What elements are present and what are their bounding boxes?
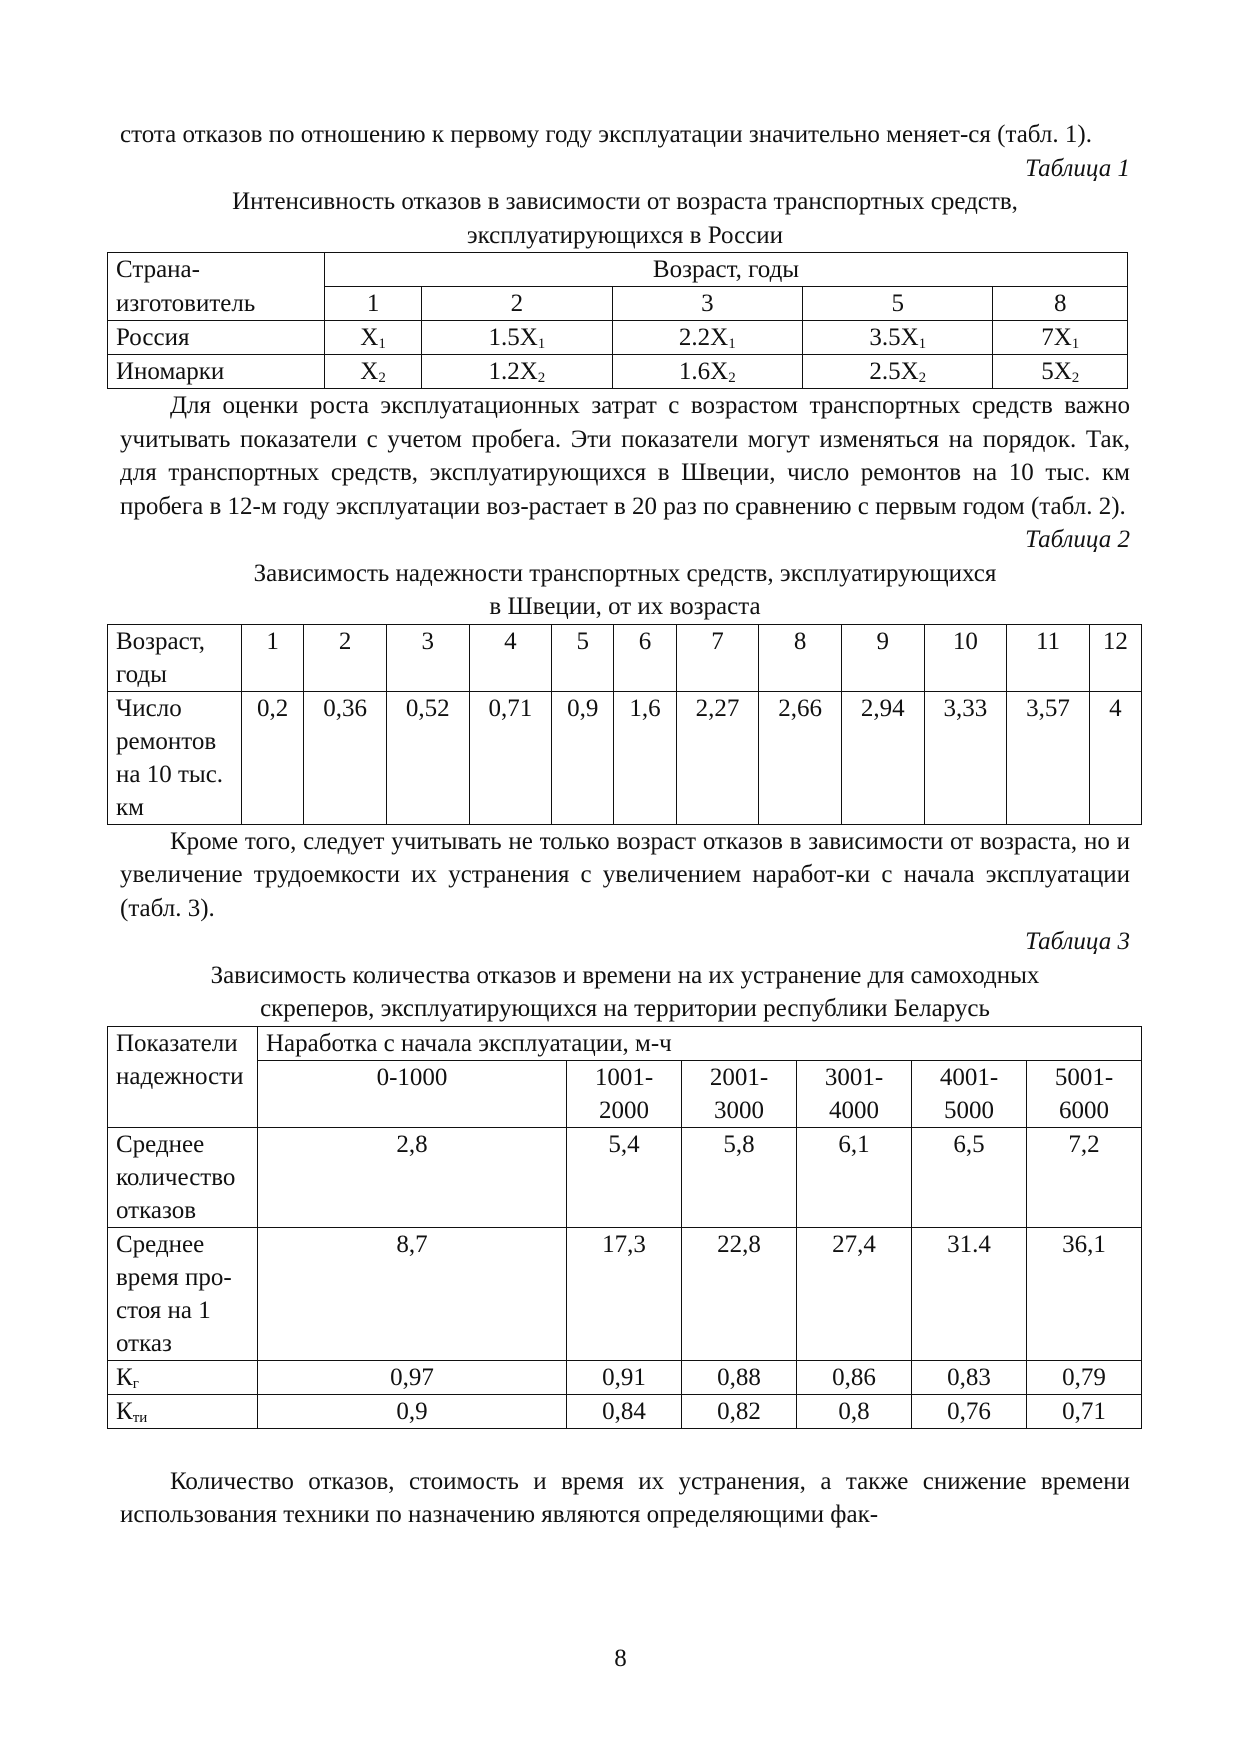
coef: 7: [1041, 324, 1054, 351]
table2-repairs-cell: 2,27: [676, 691, 759, 824]
coef: 2.2: [678, 324, 711, 351]
table3-value-cell: 0,86: [797, 1360, 912, 1394]
table3-row-label: Среднее количество отказов: [108, 1127, 258, 1227]
var: X: [360, 358, 379, 385]
table1-value-cell: [803, 355, 993, 389]
subscript: 2: [537, 370, 546, 386]
coef: 2.5: [869, 358, 901, 385]
var: X: [1053, 324, 1072, 351]
table3-value-cell: 22,8: [682, 1227, 797, 1360]
table3-caption-line2: скреперов, эксплуатирующихся на территории республики Беларусь: [260, 995, 990, 1022]
table3-value-cell: 0,9: [258, 1394, 567, 1428]
table2-repairs-cell: 2,66: [759, 691, 842, 824]
table2-repairs-cell: 2,94: [841, 691, 924, 824]
table3-value-cell: 6,1: [797, 1127, 912, 1227]
subscript: 1: [918, 336, 927, 352]
paragraph-intro: стота отказов по отношению к первому году эксплуатации значительно меняет-ся (табл. 1).: [120, 121, 1092, 148]
table3-range-cell: 1001-2000: [567, 1060, 682, 1127]
table1-age-cell: 1: [325, 287, 422, 321]
table2-caption-line2: в Швеции, от их возраста: [489, 593, 761, 620]
table2-age-cell: 5: [552, 624, 614, 691]
table1-caption-line1: Интенсивность отказов в зависимости от возраста транспортных средств,: [232, 188, 1018, 215]
table3-value-cell: 0,84: [567, 1394, 682, 1428]
table3-header-indicators: Показатели надежности: [108, 1026, 258, 1127]
table2-repairs-cell: 0,71: [469, 691, 552, 824]
table3-label: Таблица 3: [1025, 928, 1130, 955]
table2-age-cell: 9: [841, 624, 924, 691]
table1-value-cell: [803, 321, 993, 355]
table3-caption-line1: Зависимость количества отказов и времени на их устранение для самоходных: [210, 961, 1040, 989]
table2-age-cell: 10: [924, 624, 1007, 691]
table2-age-cell: 11: [1007, 624, 1090, 691]
table1-header-age-group: Возраст, годы: [325, 253, 1128, 287]
table2-repairs-cell: 3,57: [1007, 691, 1090, 824]
table2-repairs-cell: 0,52: [386, 691, 469, 824]
table1-header-country-cont: изготовитель: [108, 287, 325, 321]
table2-repairs-cell: 4: [1089, 691, 1141, 824]
table3-row-kti: [108, 1394, 1142, 1428]
table1-label: Таблица 1: [1025, 154, 1130, 182]
table1-value-cell: [993, 321, 1128, 355]
table3-value-cell: 0,8: [797, 1394, 912, 1428]
table2-age-cell: 12: [1089, 624, 1141, 691]
table2-repairs-cell: 0,36: [304, 691, 387, 824]
spacer: [120, 1429, 1130, 1465]
table3-scraper-failures: [107, 1026, 1142, 1429]
subscript: 2: [918, 370, 927, 386]
table3-range-cell: 0-1000: [258, 1060, 567, 1127]
var: X: [519, 358, 538, 385]
table1-value-cell: [993, 355, 1128, 389]
table1-age-cell: 5: [803, 287, 993, 321]
label-main: К: [116, 1363, 133, 1391]
table3-row-label: Среднее время про-стоя на 1 отказ: [108, 1227, 258, 1360]
table1-row-label: Иномарки: [108, 355, 325, 389]
table3-value-cell: 5,8: [682, 1127, 797, 1227]
table3-range-cell: 2001-3000: [682, 1060, 797, 1127]
var: X: [900, 358, 919, 385]
subscript: 2: [378, 370, 386, 386]
var: X: [1053, 358, 1072, 385]
table1-row-label: Россия: [108, 321, 325, 355]
table2-row-age: [108, 624, 1142, 691]
table3-value-cell: 0,91: [567, 1360, 682, 1394]
table3-value-cell: 0,79: [1027, 1360, 1142, 1394]
table3-row-label: [108, 1360, 258, 1394]
table2-row-repairs: [108, 691, 1142, 824]
table3-value-cell: 27,4: [797, 1227, 912, 1360]
table2-age-cell: 7: [676, 624, 759, 691]
table2-age-cell: 4: [469, 624, 552, 691]
table1-failure-intensity: [107, 252, 1128, 389]
subscript: 1: [728, 336, 736, 352]
var: X: [710, 358, 729, 385]
page-number: 8: [614, 1645, 627, 1672]
table1-header-country: [108, 253, 325, 287]
table2-repairs-cell: 0,2: [242, 691, 304, 824]
table3-value-cell: 31.4: [912, 1227, 1027, 1360]
table3-row-failures: [108, 1127, 1142, 1227]
table1-age-cell: 8: [993, 287, 1128, 321]
var: X: [360, 324, 379, 351]
table3-value-cell: 36,1: [1027, 1227, 1142, 1360]
table1-row-foreign: [108, 355, 1128, 389]
table2-age-cell: 3: [386, 624, 469, 691]
table1-caption-line2: эксплуатирующихся в России: [466, 221, 784, 249]
var: X: [519, 324, 538, 351]
table2-repairs-cell: 0,9: [552, 691, 614, 824]
table2-row-header: Возраст, годы: [108, 624, 242, 691]
coef: 1.2: [488, 358, 520, 385]
table1-age-cell: 3: [612, 287, 802, 321]
table2-repairs-cell: 1,6: [614, 691, 676, 824]
table3-value-cell: 8,7: [258, 1227, 567, 1360]
table1-value-cell: [422, 321, 612, 355]
table2-age-cell: 1: [242, 624, 304, 691]
coef: 3.5: [869, 324, 901, 351]
table3-value-cell: 0,88: [682, 1360, 797, 1394]
subscript: 2: [728, 370, 736, 386]
table1-value-cell: [325, 321, 422, 355]
table3-row-label: [108, 1394, 258, 1428]
label-sub: ти: [132, 1409, 148, 1426]
table3-value-cell: 0,76: [912, 1394, 1027, 1428]
table2-label: Таблица 2: [1025, 526, 1130, 553]
table1-value-cell: [422, 355, 612, 389]
var: X: [900, 324, 919, 351]
table3-value-cell: 0,82: [682, 1394, 797, 1428]
label-main: К: [116, 1397, 133, 1425]
table2-age-cell: 8: [759, 624, 842, 691]
table3-value-cell: 5,4: [567, 1127, 682, 1227]
table3-header-operating-hours: Наработка с начала эксплуатации, м-ч: [258, 1026, 1142, 1060]
subscript: 2: [1071, 370, 1080, 386]
table3-value-cell: 7,2: [1027, 1127, 1142, 1227]
header-line: Страна-: [116, 256, 200, 284]
table1-row-russia: [108, 321, 1128, 355]
table2-repairs-cell: 3,33: [924, 691, 1007, 824]
table3-value-cell: 0,71: [1027, 1394, 1142, 1428]
subscript: 1: [378, 336, 386, 352]
table1-value-cell: [325, 355, 422, 389]
table3-value-cell: 0,97: [258, 1360, 567, 1394]
table2-age-cell: 6: [614, 624, 676, 691]
label-sub: г: [132, 1375, 139, 1392]
coef: 5: [1041, 358, 1054, 385]
table3-value-cell: 17,3: [567, 1227, 682, 1360]
table1-value-cell: [612, 321, 802, 355]
table3-value-cell: 0,83: [912, 1360, 1027, 1394]
table3-row-downtime: [108, 1227, 1142, 1360]
table3-row-kg: [108, 1360, 1142, 1394]
var: X: [710, 324, 729, 351]
table1-value-cell: [612, 355, 802, 389]
paragraph-conclusion: Количество отказов, стоимость и время их устранения, а также снижение времени использования техники по назначению являются определяющими фак-: [120, 1467, 1130, 1528]
table3-value-cell: 2,8: [258, 1127, 567, 1227]
table3-range-cell: 4001-5000: [912, 1060, 1027, 1127]
document-page: [116, 118, 1130, 1532]
table2-sweden-reliability: [107, 624, 1142, 825]
paragraph-mileage: Для оценки роста эксплуатационных затрат с возрастом транспортных средств важно учитывать показатели с учетом пробега. Эти показатели могут изменяться на порядок. Так, для транспортных средств, эксплуатирующихся в Швеции, число ремонтов на 10 тыс. км пробега в 12-м году эксплуатации воз-растает в 20 раз по сравнению с первым годом (табл. 2).: [120, 392, 1130, 520]
table3-range-cell: 5001-6000: [1027, 1060, 1142, 1127]
subscript: 1: [537, 336, 546, 352]
subscript: 1: [1071, 336, 1080, 352]
table2-age-cell: 2: [304, 624, 387, 691]
table2-caption-line1: Зависимость надежности транспортных средств, эксплуатирующихся: [253, 559, 997, 587]
coef: 1.6: [678, 358, 711, 385]
table3-range-cell: 3001-4000: [797, 1060, 912, 1127]
paragraph-labor: Кроме того, следует учитывать не только возраст отказов в зависимости от возраста, но и увеличение трудоемкости их устранения с увеличением наработ-ки с начала эксплуатации (табл. 3).: [120, 827, 1130, 922]
coef: 1.5: [488, 324, 520, 351]
table1-age-cell: 2: [422, 287, 612, 321]
table2-row-header: Число ремонтов на 10 тыс. км: [108, 691, 242, 824]
table3-value-cell: 6,5: [912, 1127, 1027, 1227]
